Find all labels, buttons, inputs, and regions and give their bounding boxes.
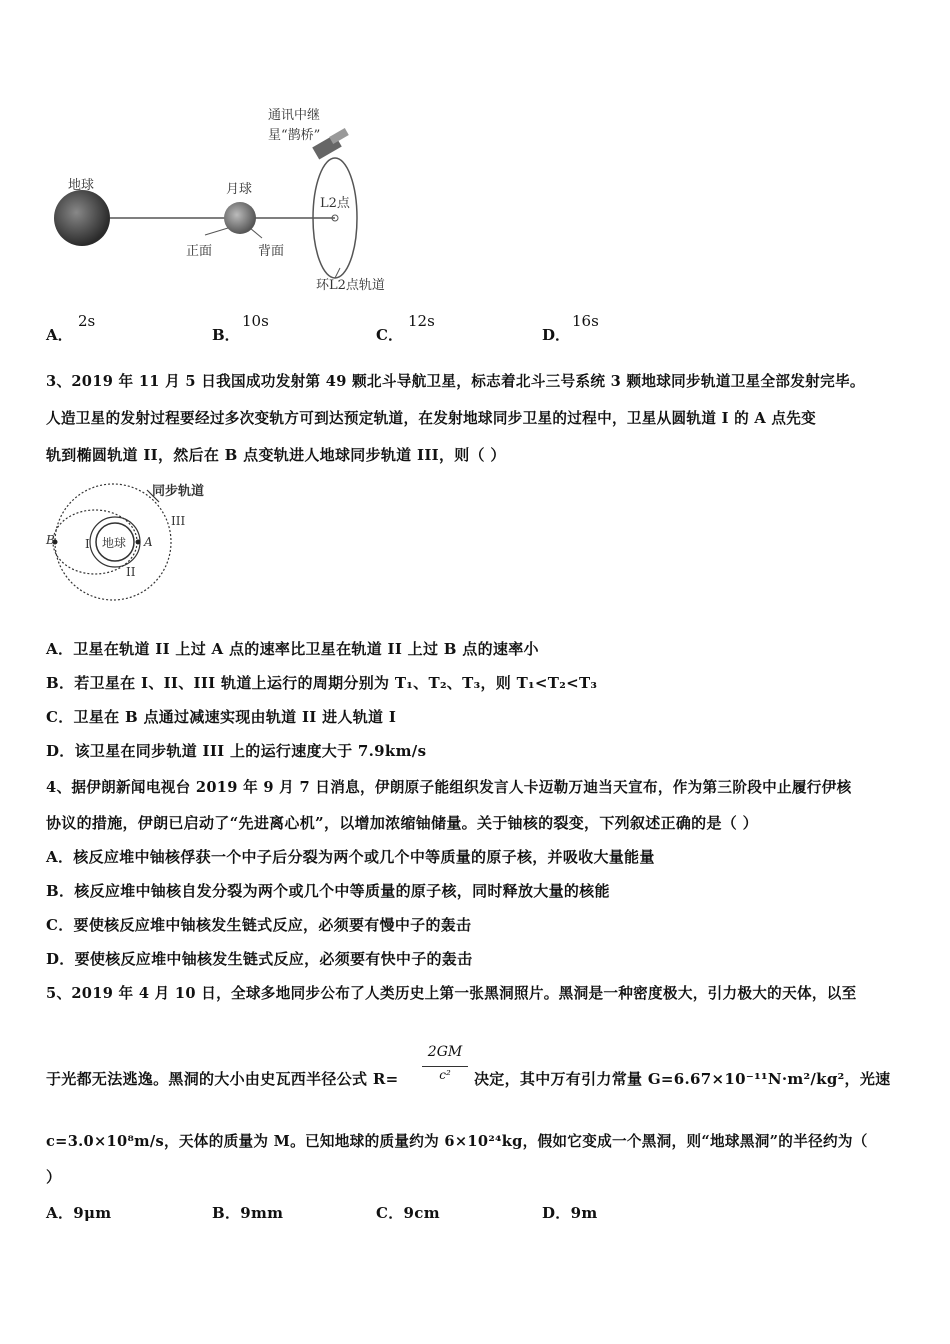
q5-line-3: c=3.0×10⁸m/s，天体的质量为 M。已知地球的质量约为 6×10²⁴kg，假如它变成一个黑洞，则“地球黑洞”的半径约为（ bbox=[46, 1133, 868, 1150]
q3-option-c: C．卫星在 B 点通过减速实现由轨道 II 进人轨道 I bbox=[46, 708, 397, 726]
moon-label: 月球 bbox=[226, 182, 253, 197]
q3-option-d: D．该卫星在同步轨道 III 上的运行速度大于 7.9km/s bbox=[46, 742, 427, 760]
q2-option-c-letter: C． bbox=[376, 326, 403, 344]
q2-option-b-letter: B． bbox=[212, 326, 240, 344]
q3-line-2: 人造卫星的发射过程要经过多次变轨方可到达预定轨道，在发射地球同步卫星的过程中，卫星从圆轨道 I 的 A 点先变 bbox=[46, 410, 817, 427]
q4-line-2: 协议的措施，伊朗已启动了“先进离心机”，以增加浓缩铀储量。关于铀核的裂变，下列叙述正确的是（ ） bbox=[46, 814, 758, 832]
q2-option-b-value: 10s bbox=[242, 312, 269, 330]
q2-options bbox=[46, 312, 746, 342]
q5-line-2a: 于光都无法逃逸。黑洞的大小由史瓦西半径公式 R= bbox=[46, 1070, 399, 1088]
l2-label: L2点 bbox=[320, 196, 350, 211]
q5-option-a: A．9μm bbox=[46, 1204, 112, 1222]
orbit-III-label: III bbox=[171, 514, 186, 528]
q2-option-a-value: 2s bbox=[78, 312, 96, 330]
front-label: 正面 bbox=[186, 244, 213, 259]
q5-line-1: 5、2019 年 4 月 10 日，全球多地同步公布了人类历史上第一张黑洞照片。黑洞是一种密度极大，引力极大的天体，以至 bbox=[46, 985, 857, 1002]
q3-option-a: A．卫星在轨道 II 上过 A 点的速率比卫星在轨道 II 上过 B 点的速率小 bbox=[46, 640, 539, 658]
q5-option-b: B．9mm bbox=[212, 1204, 284, 1222]
earth bbox=[54, 190, 110, 246]
q3-line-3: 轨到椭圆轨道 II，然后在 B 点变轨进人地球同步轨道 III，则（ ） bbox=[46, 446, 506, 464]
q3-option-b: B．若卫星在 I、II、III 轨道上运行的周期分别为 T₁、T₂、T₃，则 T₁<T₂<T₃ bbox=[46, 674, 598, 692]
point-a-label: A bbox=[144, 535, 153, 549]
formula-denominator: c² bbox=[439, 1068, 451, 1082]
q5-option-c: C．9cm bbox=[376, 1204, 440, 1222]
sync-orbit-label: 同步轨道 bbox=[152, 484, 205, 499]
q5-line-4: ） bbox=[46, 1168, 62, 1186]
earth-moon-l2-figure bbox=[40, 100, 420, 300]
q2-option-c-value: 12s bbox=[408, 312, 435, 330]
q4-option-d: D．要使核反应堆中铀核发生链式反应，必须要有快中子的轰击 bbox=[46, 950, 473, 968]
earth-label: 地球 bbox=[68, 178, 95, 193]
q2-option-a-letter: A． bbox=[46, 326, 73, 344]
orbit-I-label: I bbox=[85, 537, 90, 551]
fraction-bar bbox=[422, 1066, 468, 1067]
q2-option-d-value: 16s bbox=[572, 312, 599, 330]
q3-line-1: 3、2019 年 11 月 5 日我国成功发射第 49 颗北斗导航卫星，标志着北斗三号系统 3 颗地球同步轨道卫星全部发射完毕。 bbox=[46, 373, 865, 390]
relay-label-2: 星“鹊桥” bbox=[268, 128, 321, 143]
formula-numerator: 2GM bbox=[427, 1044, 463, 1060]
fig-earth-label: 地球 bbox=[102, 536, 127, 550]
point-b-label: B bbox=[46, 533, 55, 547]
q5-line-2b: 决定，其中万有引力常量 G=6.67×10⁻¹¹N·m²/kg²，光速 bbox=[474, 1070, 891, 1088]
q4-option-a: A．核反应堆中铀核俘获一个中子后分裂为两个或几个中等质量的原子核，并吸收大量能量 bbox=[46, 848, 655, 866]
orbit-label: 环L2点轨道 bbox=[316, 278, 385, 293]
q5-option-d: D．9m bbox=[542, 1204, 598, 1222]
q4-line-1: 4、据伊朗新闻电视台 2019 年 9 月 7 日消息，伊朗原子能组织发言人卡迈勒万迪当天宣布，作为第三阶段中止履行伊核 bbox=[46, 779, 852, 796]
back-label: 背面 bbox=[258, 244, 285, 259]
q4-option-b: B．核反应堆中铀核自发分裂为两个或几个中等质量的原子核，同时释放大量的核能 bbox=[46, 882, 610, 900]
relay-label-1: 通讯中继 bbox=[268, 108, 321, 123]
orbit-II-label: II bbox=[126, 565, 136, 579]
q2-option-d-letter: D． bbox=[542, 326, 571, 344]
q4-option-c: C．要使核反应堆中铀核发生链式反应，必须要有慢中子的轰击 bbox=[46, 916, 472, 934]
